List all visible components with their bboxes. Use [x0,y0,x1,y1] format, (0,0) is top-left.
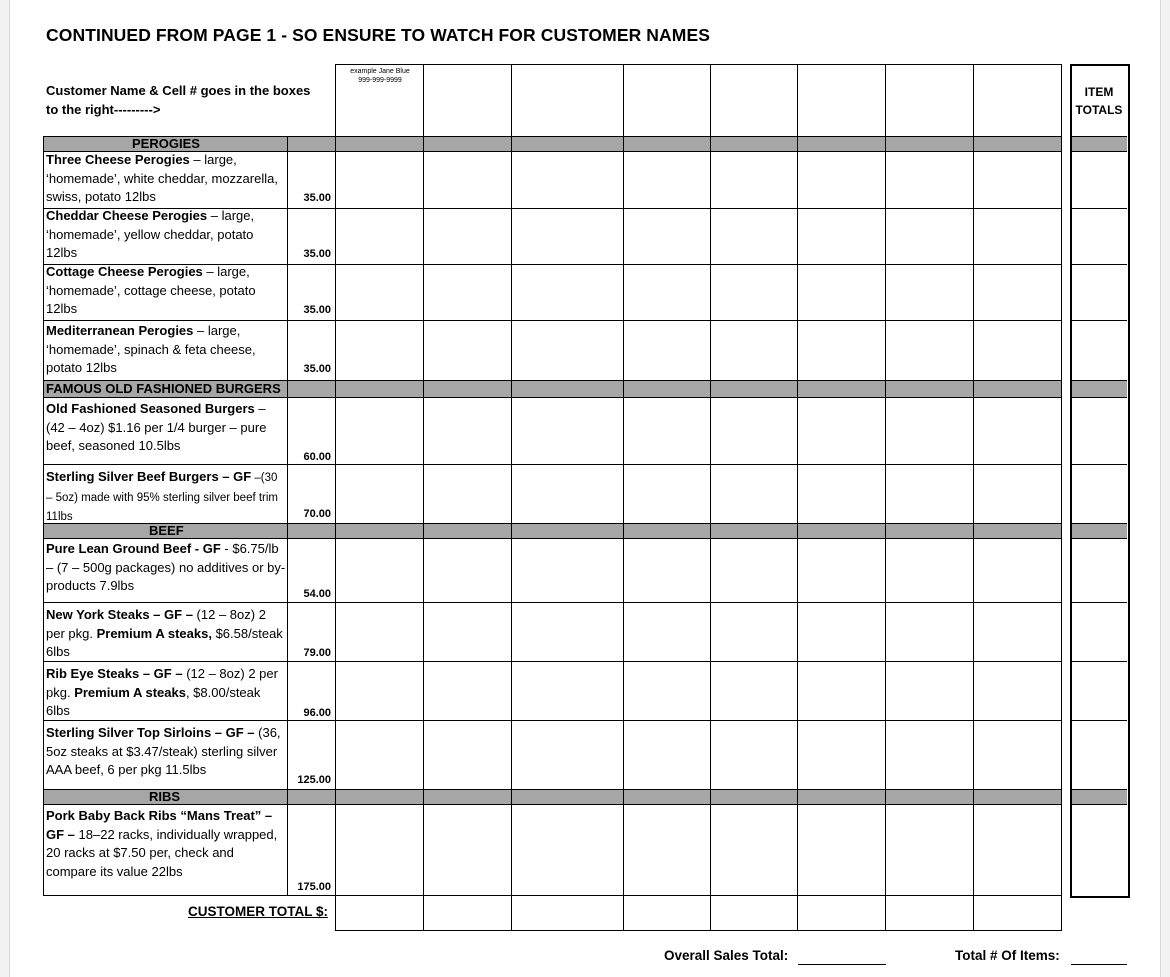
product-description: 18–22 racks, individually wrapped, 20 racks at $7.50 per, check and compare its value 22lbs [46,826,278,880]
grid-customer-col-3 [511,64,512,931]
page-title: CONTINUED FROM PAGE 1 - SO ENSURE TO WATCH FOR CUSTOMER NAMES [46,25,710,45]
product-description: (12 – 8oz) 2 per pkg. [46,666,278,700]
price-rib-eye-steaks: 96.00 [303,707,331,719]
product-grade: Premium A steaks [70,684,186,700]
totals-row-line [1071,720,1127,721]
grid-customer-col-6 [797,64,798,931]
instruction-line-2: to the right---------> [46,102,161,117]
product-name: Sterling Silver Beef Burgers – GF [46,469,252,484]
row-line-bottom [43,895,1062,896]
product-rib-eye-steaks [46,665,286,721]
grid-customer-col-8 [973,64,974,931]
customer-total-bottom-line [335,930,1062,931]
page-edge-right [1160,0,1170,977]
overall-sales-total-blank[interactable] [798,964,886,965]
example-name: example Jane Blue [350,68,410,75]
product-mediterranean-perogies [46,322,286,378]
totals-row-line [1071,464,1127,465]
product-cottage-cheese-perogies [46,263,286,319]
product-description: (12 – 8oz) 2 per pkg. [46,607,266,641]
totals-row-line [1071,602,1127,603]
product-description: – large, ‘homemade’, cottage cheese, potato 12lbs [46,264,256,317]
total-items-label: Total # Of Items: [955,948,1060,963]
grid-customer-col-4 [623,64,624,931]
price-ground-beef: 54.00 [303,588,331,600]
page-edge-left [0,0,10,977]
section-beef: BEEF [149,523,184,538]
grid-customer-col-5 [710,64,711,931]
example-customer [337,67,423,85]
product-name: Three Cheese Perogies [46,152,190,167]
grid-customer-col-7 [885,64,886,931]
product-description: (36, 5oz steaks at $3.47/steak) sterling silver AAA beef, 6 per pkg 11.5lbs [46,725,281,778]
product-description: – large, ‘homemade’, yellow cheddar, potato 12lbs [46,208,255,261]
row-line [43,464,1062,465]
product-three-cheese-perogies [46,151,286,207]
product-cheddar-cheese-perogies [46,207,286,263]
section-perogies: PEROGIES [132,136,200,151]
section-bar-ribs [43,789,1062,805]
item-totals-line-2: TOTALS [1075,103,1123,117]
grid-customer-col-1 [335,64,336,931]
product-description: – large, ‘homemade’, spinach & feta cheese, potato 12lbs [46,323,256,376]
item-totals-column [1070,64,1130,898]
grid-customer-col-2 [423,64,424,931]
product-sterling-silver-burgers [46,468,286,527]
item-totals-line-1: ITEM [1084,85,1114,99]
grid-border-left [43,136,44,895]
price-top-sirloins: 125.00 [297,774,331,786]
product-name: Cottage Cheese Perogies [46,264,203,279]
totals-row-line [1071,320,1127,321]
product-description: – large, ‘homemade’, white cheddar, mozzarella, swiss, potato 12lbs [46,152,278,205]
product-grade: Premium A steaks, [92,625,212,641]
product-description-extra: $6.58/steak 6lbs [46,625,283,660]
product-pork-baby-back-ribs [46,807,286,882]
product-name: Cheddar Cheese Perogies [46,208,208,223]
product-new-york-steaks [46,606,286,662]
row-line [43,602,1062,603]
totals-row-line [1071,208,1127,209]
product-description-extra: , $8.00/steak 6lbs [46,684,261,719]
totals-row-line [1071,264,1127,265]
customer-name-instruction [46,81,310,119]
overall-sales-total-label: Overall Sales Total: [664,948,789,963]
product-name: Mediterranean Perogies [46,323,194,338]
example-phone: 999-999-9999 [358,77,402,84]
product-top-sirloins [46,724,286,780]
price-cheddar-cheese-perogies: 35.00 [303,248,331,260]
product-name: New York Steaks – GF – [46,607,193,622]
grid-customer-col-end [1061,64,1062,931]
product-ground-beef [46,540,286,596]
product-name: Old Fashioned Seasoned Burgers [46,401,255,416]
grid-top-line [335,64,1062,65]
price-new-york-steaks: 79.00 [303,647,331,659]
row-line [43,320,1062,321]
price-cottage-cheese-perogies: 35.00 [303,304,331,316]
price-three-cheese-perogies: 35.00 [303,192,331,204]
product-name: Pork Baby Back Ribs “Mans Treat” – GF – [46,808,273,842]
product-description: –(30 – 5oz) made with 95% sterling silver beef trim 11lbs [46,472,279,524]
product-description: - $6.75/lb – (7 – 500g packages) no additives or by-products 7.9lbs [46,541,286,594]
section-burgers: FAMOUS OLD FASHIONED BURGERS [46,381,281,396]
product-name: Pure Lean Ground Beef - GF [46,541,221,556]
product-old-fashioned-burgers [46,400,286,456]
price-old-fashioned-burgers: 60.00 [303,451,331,463]
customer-total-label: CUSTOMER TOTAL $: [188,904,329,919]
product-name: Sterling Silver Top Sirloins – GF – [46,725,255,740]
section-ribs: RIBS [149,789,181,804]
price-sterling-silver-burgers: 70.00 [303,508,331,520]
total-items-blank[interactable] [1071,964,1127,965]
instruction-line-1: Customer Name & Cell # goes in the boxes [46,83,311,98]
price-pork-baby-back-ribs: 175.00 [297,881,331,893]
product-name: Rib Eye Steaks – GF – [46,666,183,681]
product-description: – (42 – 4oz) $1.16 per 1/4 burger – pure beef, seasoned 10.5lbs [46,401,267,454]
price-mediterranean-perogies: 35.00 [303,363,331,375]
totals-row-line [1071,661,1127,662]
